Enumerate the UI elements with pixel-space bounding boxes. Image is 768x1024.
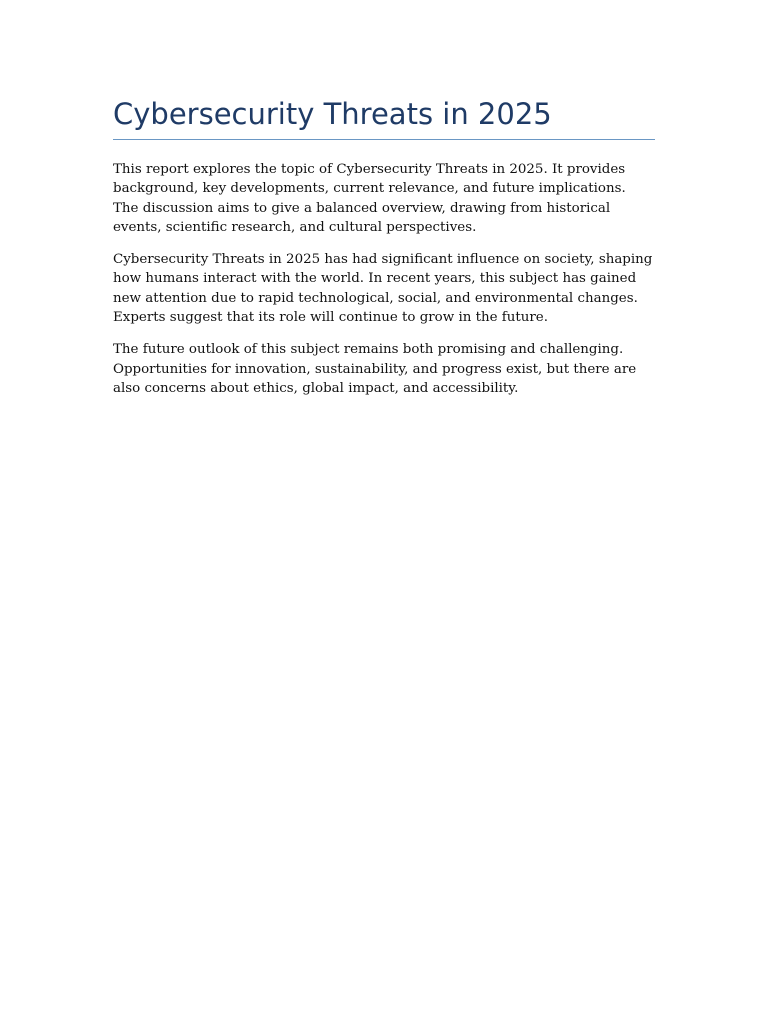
title-divider: [113, 139, 655, 140]
document-title: Cybersecurity Threats in 2025: [113, 97, 552, 131]
paragraph-intro: This report explores the topic of Cybersecurity Threats in 2025. It provides background, key developments, current relevance, and future implications. The discussion aims to give a balanced overview, drawing from historical events, scientific research, and cultural perspectives.: [113, 162, 626, 235]
document-content: [113, 94, 655, 411]
paragraph-outlook: The future outlook of this subject remains both promising and challenging. Opportunities for innovation, sustainability, and progress exist, but there are also concerns about ethics, global impact, and accessibility.: [113, 342, 637, 396]
document-body: [113, 160, 655, 398]
paragraph-influence: Cybersecurity Threats in 2025 has had significant influence on society, shaping how humans interact with the world. In recent years, this subject has gained new attention due to rapid technological, social, and environmental changes. Experts suggest that its role will continue to grow in the future.: [113, 252, 653, 326]
